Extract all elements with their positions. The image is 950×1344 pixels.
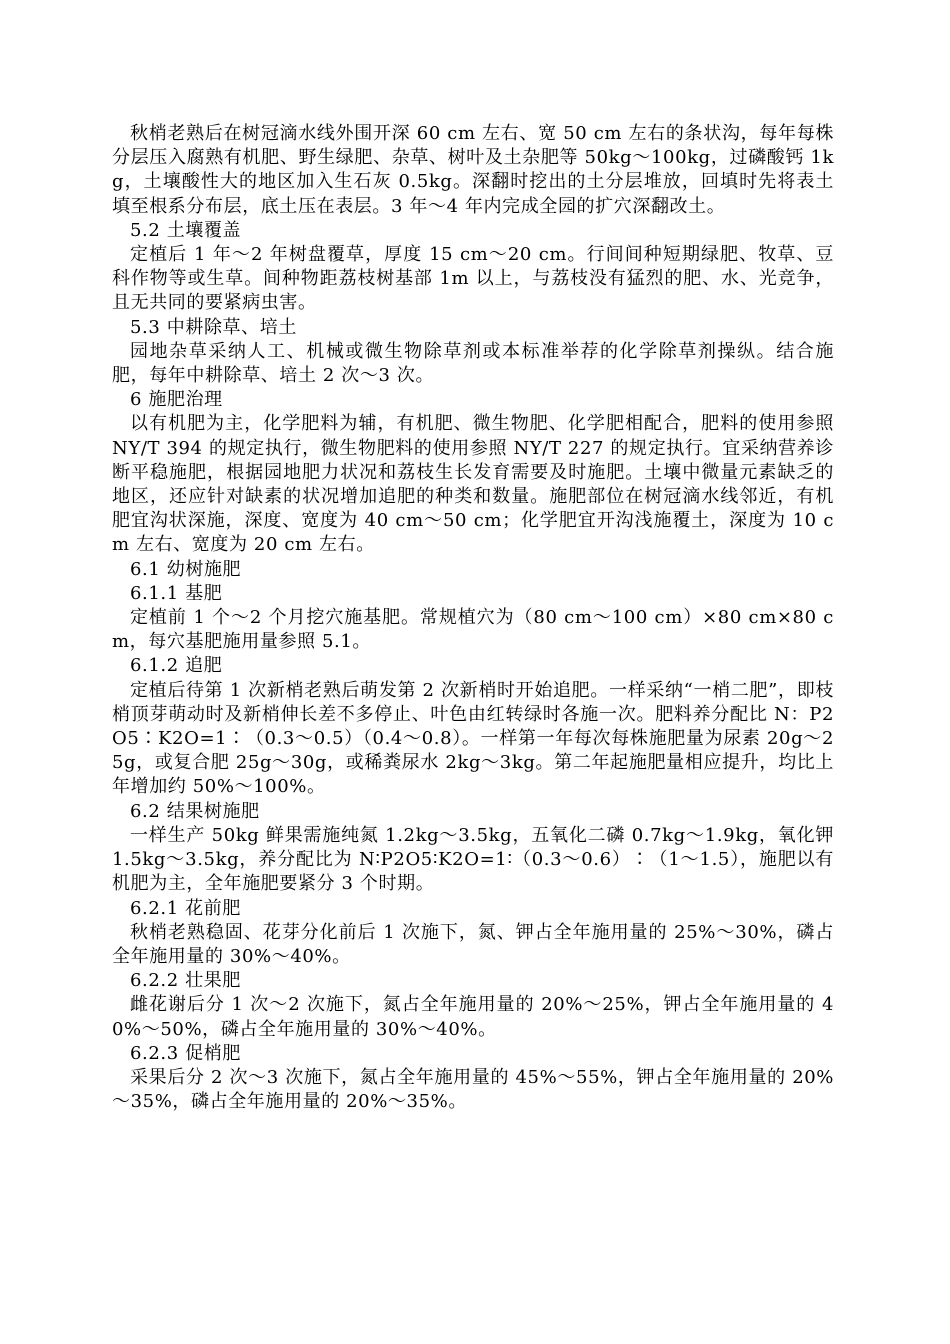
paragraph-soil-cover: 定植后 1 年～2 年树盘覆草，厚度 15 cm～20 cm。行间间种短期绿肥、牧草、豆科作物等或生草。间种物距荔枝树基部 1m 以上，与荔枝没有猛烈的肥、水、光竞争，且无共同的要紧病虫害。 [112,244,834,314]
paragraph-fertilizer-management: 以有机肥为主，化学肥料为辅，有机肥、微生物肥、化学肥相配合，肥料的使用参照 NY/T 394 的规定执行，微生物肥料的使用参照 NY/T 227 的规定执行。宜采纳营养诊断平稳施肥，根据园地肥力状况和荔枝生长发育需要及时施肥。土壤中微量元素缺乏的地区，还应针对缺素的状况增加追肥的种类和数量。施肥部位在树冠滴水线邻近，有机肥宜沟状深施，深度、宽度为 40 cm～50 cm；化学肥宜开沟浅施覆土，深度为 10 cm 左右、宽度为 20 cm 左右。 [112,413,834,556]
paragraph-deep-tillage: 秋梢老熟后在树冠滴水线外围开深 60 cm 左右、宽 50 cm 左右的条状沟，每年每株分层压入腐熟有机肥、野生绿肥、杂草、树叶及土杂肥等 50kg～100kg，过磷酸钙 1kg，土壤酸性大的地区加入生石灰 0.5kg。深翻时挖出的土分层堆放，回填时先将表土填至根系分布层，底土压在表层。3 年～4 年内完成全园的扩穴深翻改土。 [112,123,834,217]
heading-6-2-3: 6.2.3 促梢肥 [130,1042,241,1064]
paragraph-base-fertilizer: 定植前 1 个～2 个月挖穴施基肥。常规植穴为（80 cm～100 cm）×80 cm×80 cm，每穴基肥施用量参照 5.1。 [112,607,834,653]
paragraph-fruiting-tree: 一样生产 50kg 鲜果需施纯氮 1.2kg～3.5kg，五氧化二磷 0.7kg～1.9kg，氧化钾 1.5kg～3.5kg，养分配比为 N∶P2O5∶K2O=1∶（0.3～0.6）∶（1～1.5），施肥以有机肥为主，全年施肥要紧分 3 个时期。 [112,824,834,895]
paragraph-pre-flower: 秋梢老熟稳固、花芽分化前后 1 次施下，氮、钾占全年施用量的 25%～30%，磷占全年施用量的 30%～40%。 [112,921,834,967]
paragraph-top-dressing: 定植后待第 1 次新梢老熟后萌发第 2 次新梢时开始追肥。一样采纳“一梢二肥”，即枝梢顶芽萌动时及新梢伸长差不多停止、叶色由红转绿时各施一次。肥料养分配比 N：P2O5∶K2O=1∶（0.3～0.5）（0.4～0.8）。一样第一年每次每株施肥量为尿素 20g～25g，或复合肥 25g～30g，或稀粪尿水 2kg～3kg。第二年起施肥量相应提升，均比上年增加约 50%～100%。 [112,679,834,798]
paragraph-shoot-promotion: 采果后分 2 次～3 次施下，氮占全年施用量的 45%～55%，钾占全年施用量的 20%～35%，磷占全年施用量的 20%～35%。 [112,1066,834,1113]
heading-5-3: 5.3 中耕除草、培土 [130,316,297,338]
heading-6-1: 6.1 幼树施肥 [130,558,242,580]
heading-6: 6 施肥治理 [130,389,223,411]
heading-6-1-2: 6.1.2 追肥 [130,655,223,677]
document-page [112,122,834,1114]
paragraph-fruit-strengthening: 雌花谢后分 1 次～2 次施下，氮占全年施用量的 20%～25%，钾占全年施用量的 40%～50%，磷占全年施用量的 30%～40%。 [112,994,834,1040]
heading-6-2-2: 6.2.2 壮果肥 [130,970,241,992]
paragraph-weeding: 园地杂草采纳人工、机械或微生物除草剂或本标准举荐的化学除草剂操纵。结合施肥，每年中耕除草、培土 2 次～3 次。 [112,340,834,387]
heading-6-1-1: 6.1.1 基肥 [130,582,223,604]
heading-6-2: 6.2 结果树施肥 [130,800,260,822]
heading-6-2-1: 6.2.1 花前肥 [130,897,241,919]
heading-5-2: 5.2 土壤覆盖 [130,219,242,241]
